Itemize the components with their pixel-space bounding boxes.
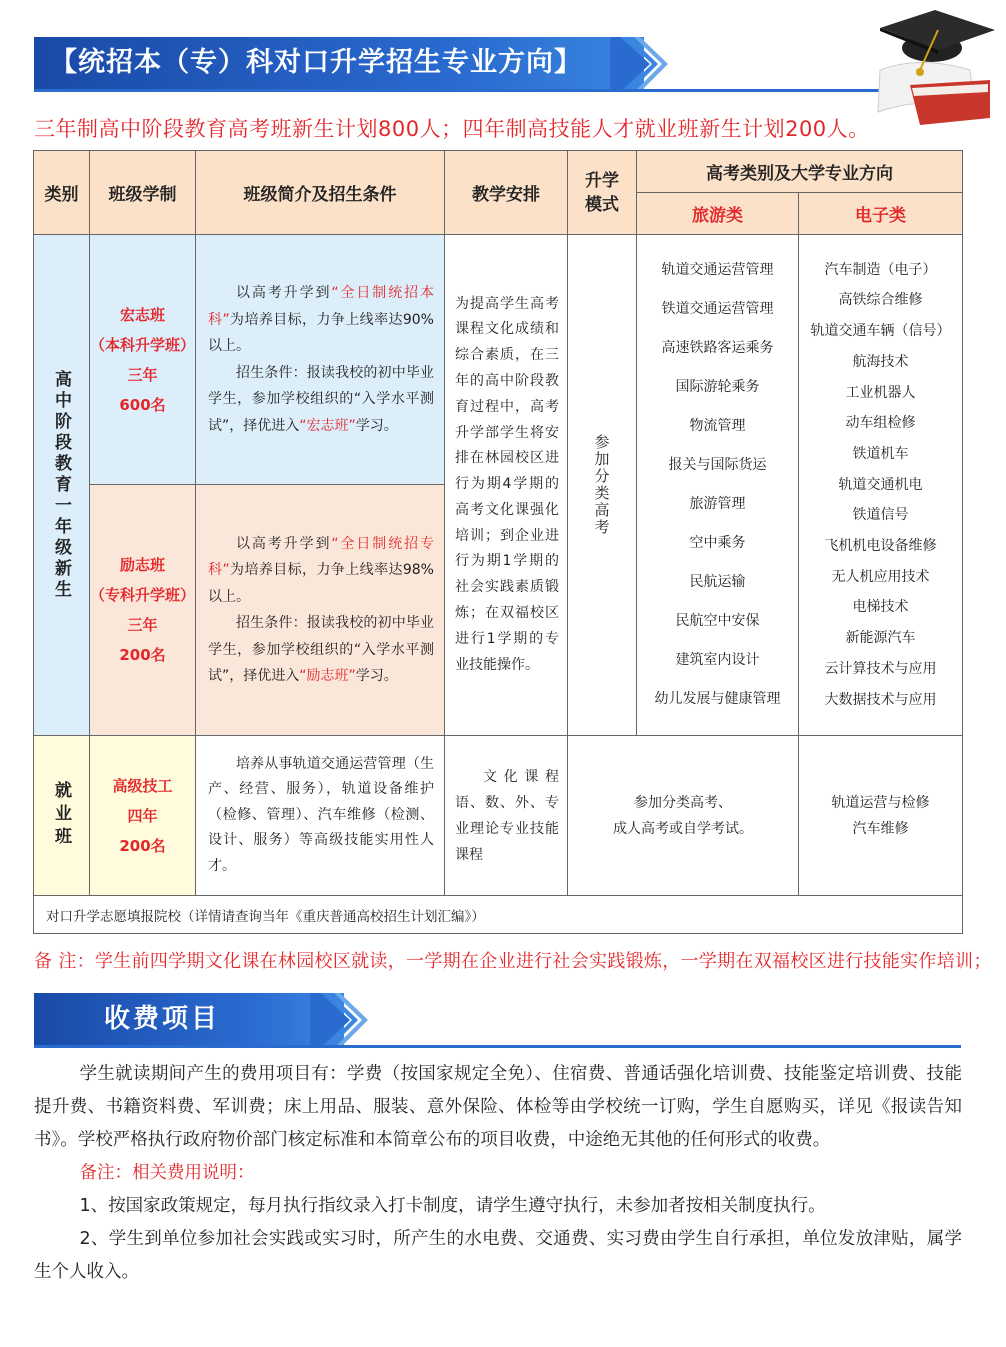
major-item: 飞机机电设备维修 (824, 538, 937, 555)
banner-underline (34, 89, 969, 92)
class-hongzhi (90, 235, 196, 485)
job-teaching (445, 736, 568, 896)
major-item: 动车组检修 (845, 415, 916, 432)
major-item: 物流管理 (689, 418, 746, 434)
teaching-arrangement-high: 为提高学生高考课程文化成绩和综合素质，在三年的高中阶段教育过程中，高考升学部学生将安排在林园校区进行为期4学期的高考文化课强化培训；到企业进行为期1学期的社会实践素质锻炼；在双福校区进行1学期的专业技能操作。 (445, 235, 568, 736)
job-teaching-text: 文化课程语、数、外、专业理论专业技能课程 (455, 768, 559, 863)
hongzhi-intro: 以高考升学到“全日制统招本科”为培养目标，力争上线率达90%以上。 招生条件：报读我校的初中毕业学生，参加学校组织的“入学水平测试”，择优进入“宏志班”学习。 (196, 235, 445, 485)
electronics-majors (799, 235, 963, 736)
fees-note-1: 1、按国家政策规定，每月执行指纹录入打卡制度，请学生遵守执行，未参加者按相关制度执行。 (79, 1196, 826, 1216)
hongzhi-name: 宏志班 (119, 305, 165, 324)
job-major-2: 汽车维修 (852, 820, 909, 837)
class-job (90, 736, 196, 896)
fees-paragraph: 学生就读期间产生的费用项目有：学费（按国家规定全免）、住宿费、普通话强化培训费、技能鉴定培训费、技能提升费、书籍资料费、军训费；床上用品、服装、意外保险、体检等由学校统一订购，学生自愿购买，详见《报读告知书》。学校严格执行政府物价部门核定标准和本简章公布的项目收费，中途绝无其他的任何形式的收费。 (34, 1064, 962, 1150)
fees-section-banner: 收费项目 (34, 993, 344, 1045)
job-mode-line1: 参加分类高考、 (634, 794, 732, 811)
major-item: 轨道交通车辆（信号） (810, 323, 951, 340)
header-majors: 高考类别及大学专业方向 (637, 151, 963, 193)
fees-note-2: 2、学生到单位参加社会实践或实习时，所产生的水电费、交通费、实习费由学生自行承担，单位发放津贴，属学生个人收入。 (34, 1229, 962, 1282)
class-lizhi (90, 485, 196, 736)
major-item: 汽车制造（电子） (824, 261, 937, 278)
major-item: 云计算技术与应用 (824, 660, 937, 677)
header-class-system: 班级学制 (90, 151, 196, 235)
remark-text: 备 注：学生前四学期文化课在林园校区就读，一学期在企业进行社会实践锻炼，一学期在双福校区进行技能实作培训； (34, 951, 992, 972)
hongzhi-years: 三年 (127, 365, 158, 384)
category-high-school-label: 高中阶段教育一年级新生 (51, 369, 71, 601)
header-mode: 升学模式 (568, 151, 637, 235)
major-item: 幼儿发展与健康管理 (654, 691, 781, 707)
major-item: 轨道交通运营管理 (661, 262, 774, 278)
major-item: 工业机器人 (845, 384, 916, 401)
fees-content (34, 1058, 962, 1289)
header-electronics: 电子类 (799, 193, 963, 235)
major-item: 新能源汽车 (845, 630, 916, 647)
mode-high-label: 参加分类高考 (592, 434, 611, 536)
major-item: 旅游管理 (689, 496, 746, 512)
job-years: 四年 (127, 806, 158, 825)
job-majors (799, 736, 963, 896)
tourism-majors (637, 235, 799, 736)
fees-note-title: 备注：相关费用说明： (79, 1163, 255, 1183)
major-item: 航海技术 (852, 353, 909, 370)
major-item: 高铁综合维修 (838, 292, 923, 309)
major-item: 电梯技术 (852, 599, 909, 616)
mode-high (568, 235, 637, 736)
category-job (34, 736, 90, 896)
major-item: 大数据技术与应用 (824, 691, 937, 708)
job-intro: 培养从事轨道交通运营管理（生产、经营、服务），轨道设备维护（检修、管理）、汽车维修（检测、设计、服务）等高级技能实用性人才。 (196, 736, 445, 896)
lizhi-intro: 以高考升学到“全日制统招专科”为培养目标，力争上线率达98%以上。 招生条件：报读我校的初中毕业学生，参加学校组织的“入学水平测试”，择优进入“励志班”学习。 (196, 485, 445, 736)
header-tourism: 旅游类 (637, 193, 799, 235)
section-title-banner: 【统招本（专）科对口升学招生专业方向】 (34, 37, 644, 89)
job-name: 高级技工 (112, 776, 173, 795)
enrollment-plan-text: 三年制高中阶段教育高考班新生计划800人；四年制高技能人才就业班新生计划200人。 (34, 117, 870, 141)
job-major-1: 轨道运营与检修 (831, 794, 930, 811)
major-item: 民航运输 (689, 574, 746, 590)
header-category: 类别 (34, 151, 90, 235)
major-item: 高速铁路客运乘务 (661, 340, 774, 356)
major-item: 国际游轮乘务 (675, 379, 760, 395)
category-high-school (34, 235, 90, 736)
hongzhi-count: 600名 (119, 395, 166, 414)
major-item: 轨道交通机电 (838, 476, 923, 493)
major-item: 建筑室内设计 (675, 652, 760, 668)
major-item: 空中乘务 (689, 535, 746, 551)
lizhi-name: 励志班 (119, 556, 165, 574)
major-item: 民航空中安保 (675, 613, 760, 629)
table-footnote: 对口升学志愿填报院校（详情请查询当年《重庆普通高校招生计划汇编》） (34, 896, 963, 934)
lizhi-count: 200名 (119, 646, 166, 664)
hongzhi-type: （本科升学班） (90, 335, 196, 354)
major-item: 铁道机车 (852, 445, 909, 462)
major-item: 无人机应用技术 (831, 568, 930, 585)
fees-banner-underline (34, 1045, 961, 1048)
lizhi-type: （专科升学班） (90, 586, 196, 604)
header-teaching: 教学安排 (445, 151, 568, 235)
job-count: 200名 (119, 836, 166, 855)
header-intro: 班级简介及招生条件 (196, 151, 445, 235)
banner-stripes-decoration (610, 37, 670, 92)
job-mode-line2: 成人高考或自学考试。 (613, 820, 753, 837)
admission-table (33, 150, 963, 934)
major-item: 铁道交通运营管理 (661, 301, 774, 317)
banner-stripes-decoration (310, 993, 370, 1048)
major-item: 报关与国际货运 (668, 457, 767, 473)
category-job-label: 就业班 (51, 781, 71, 850)
graduation-cap-icon (850, 0, 1000, 130)
major-item: 铁道信号 (852, 507, 909, 524)
lizhi-years: 三年 (127, 616, 158, 634)
job-mode (568, 736, 799, 896)
